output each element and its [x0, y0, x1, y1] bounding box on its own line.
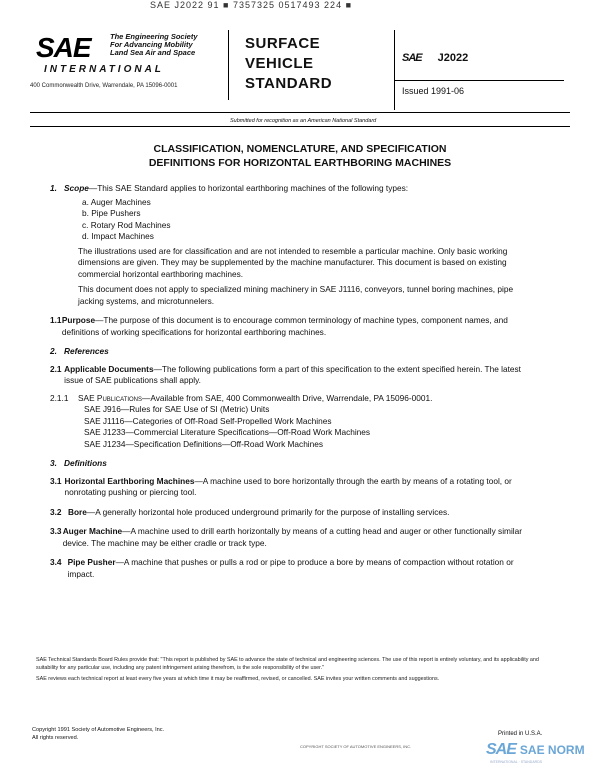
- reference-item: SAE J1116—Categories of Off-Road Self-Propelled Work Machines: [84, 415, 332, 426]
- reference-list: [50, 404, 532, 450]
- definition-item: [50, 507, 532, 519]
- title-top-rule: [30, 126, 570, 127]
- section-purpose: [50, 315, 532, 338]
- doc-sae-logo: SAE: [402, 52, 422, 64]
- section-number: 1.1: [50, 315, 62, 325]
- reference-item: SAE J1234—Specification Definitions—Off-Road Work Machines: [84, 438, 324, 449]
- sae-norm-watermark: [486, 741, 585, 759]
- definition-term: Auger Machine: [62, 526, 123, 536]
- sae-logo: SAE: [36, 32, 91, 63]
- footnote: SAE reviews each technical report at least every five years at which time it may be reaffirmed, revised, or cancelled. SAE invites your written comments and suggestions.: [36, 676, 440, 682]
- watermark-logo: SAE: [486, 741, 516, 758]
- category-line: STANDARD: [245, 75, 333, 92]
- section-number: 3.: [50, 458, 57, 468]
- section-heading: References: [64, 346, 109, 356]
- copyright: [32, 727, 164, 742]
- definition-item: [50, 557, 532, 580]
- section-sae-publications: [50, 393, 532, 405]
- society-line: Land Sea Air and Space: [110, 48, 196, 57]
- list-item: c. Rotary Rod Machines: [82, 219, 171, 230]
- section-number: 1.: [50, 183, 57, 193]
- section-number: 2.1: [50, 363, 62, 374]
- title-line: CLASSIFICATION, NOMENCLATURE, AND SPECIFICATION: [153, 143, 447, 155]
- definition-number: 3.2: [50, 506, 62, 517]
- society-tagline: [110, 33, 198, 57]
- definition-text: —A machine used to bore horizontally through the earth by means of a rotating tool, or nonrotating pushing or piercing tool.: [64, 475, 512, 497]
- section-applicable-documents: [50, 364, 532, 387]
- section-references: [50, 346, 532, 358]
- section-scope: [50, 183, 532, 195]
- copyright-line: All rights reserved.: [32, 734, 79, 741]
- definition-text: —A machine that pushes or pulls a rod or pipe to produce a bore by means of compaction without rotation or impact.: [67, 557, 514, 579]
- document-category: [245, 34, 332, 94]
- definition-text: —A machine used to drill earth horizontally by means of a cutting head and auger or other functionally similar device. The machine may be either cradle or track type.: [62, 526, 523, 548]
- bottom-stamp: COPYRIGHT SOCIETY OF AUTOMOTIVE ENGINEERS, INC.: [300, 744, 412, 749]
- definition-term: Pipe Pusher: [67, 557, 116, 567]
- purpose-text: —The purpose of this document is to encourage common terminology of machine types, component names, and definitions of working specifications for horizontal earthboring machines.: [61, 315, 508, 337]
- section-number: 2.: [50, 346, 57, 356]
- footnotes: [36, 657, 556, 688]
- submitted-note: Submitted for recognition as an American National Standard: [230, 118, 377, 124]
- scope-paragraph: The illustrations used are for classification and are not intended to resemble a particular machine. Only basic working dimensions are given. They may be supplemented by the machine manufacturer. This document is based on existing commercial horizontal earthboring machines.: [78, 245, 508, 279]
- header-divider-left: [228, 30, 229, 100]
- society-line: For Advancing Mobility: [110, 40, 193, 49]
- copyright-line: Copyright 1991 Society of Automotive Engineers, Inc.: [32, 727, 165, 733]
- header-bottom-rule: [30, 112, 570, 113]
- section-heading: Definitions: [64, 458, 107, 468]
- applicable-text: —The following publications form a part of this specification to the extent specified herein. The latest issue of SAE publications shall apply.: [64, 363, 521, 385]
- definition-item: [50, 476, 532, 499]
- sae-pubs-text: —Available from SAE, 400 Commonwealth Drive, Warrendale, PA 15096-0001.: [142, 392, 433, 403]
- title-line: DEFINITIONS FOR HORIZONTAL EARTHBORING MACHINES: [148, 157, 452, 169]
- section-number: 2.1.1: [50, 392, 69, 403]
- list-item: d. Impact Machines: [82, 231, 154, 241]
- section-heading: Scope: [64, 183, 89, 193]
- machine-types-list: [50, 197, 532, 243]
- section-heading: Applicable Documents: [64, 363, 154, 374]
- reference-item: SAE J916—Rules for SAE Use of SI (Metric) Units: [84, 404, 270, 414]
- list-item: a. Auger Machines: [82, 196, 151, 207]
- definition-term: Bore: [68, 506, 87, 517]
- header-divider-right: [394, 30, 395, 110]
- scope-paragraph: This document does not apply to specialized mining machinery in SAE J1116, conveyors, tunnel boring machines, pipe jacking systems, and microtunnelers.: [78, 284, 514, 306]
- document-body: [50, 183, 532, 580]
- footnote: SAE Technical Standards Board Rules provide that: "This report is published by SAE to advance the state of technical and engineering sciences. The use of this report is entirely voluntary, and its applicability and suitability for any particular use, including any patent infringement arising therefrom, is the sole responsibility of the user.": [36, 657, 539, 671]
- category-line: SURFACE: [245, 35, 321, 52]
- section-definitions: [50, 458, 532, 470]
- section-heading: Purpose: [61, 315, 96, 325]
- issued-date: Issued 1991-06: [402, 86, 465, 96]
- definition-item: [50, 526, 532, 549]
- definition-number: 3.3: [50, 526, 62, 536]
- printed-in: Printed in U.S.A.: [498, 731, 543, 737]
- watermark-subtext: INTERNATIONAL · STANDARDS: [490, 760, 543, 764]
- scope-intro: —This SAE Standard applies to horizontal earthboring machines of the following types:: [88, 183, 409, 193]
- top-barcode-mark: SAE J2022 91 ■ 7357325 0517493 224 ■: [150, 0, 353, 10]
- reference-item: SAE J1233—Commercial Literature Specifications—Off-Road Work Machines: [84, 427, 371, 437]
- category-line: VEHICLE: [245, 55, 314, 72]
- document-title: [60, 142, 540, 170]
- watermark-text: SAE NORM: [519, 743, 585, 757]
- definition-term: Horizontal Earthboring Machines: [64, 475, 195, 486]
- international-label: INTERNATIONAL: [44, 64, 164, 75]
- sae-address: 400 Commonwealth Drive, Warrendale, PA 15096-0001: [30, 83, 178, 89]
- doc-number-text: J2022: [437, 52, 469, 64]
- society-line: The Engineering Society: [110, 32, 198, 41]
- header-rule: [394, 80, 564, 81]
- definition-text: —A generally horizontal hole produced underground primarily for the purpose of installing services.: [86, 506, 450, 517]
- document-number: [402, 52, 468, 64]
- definition-number: 3.1: [50, 475, 62, 486]
- section-heading: SAE Publications: [78, 392, 143, 403]
- list-item: b. Pipe Pushers: [82, 208, 141, 218]
- definition-number: 3.4: [50, 557, 62, 567]
